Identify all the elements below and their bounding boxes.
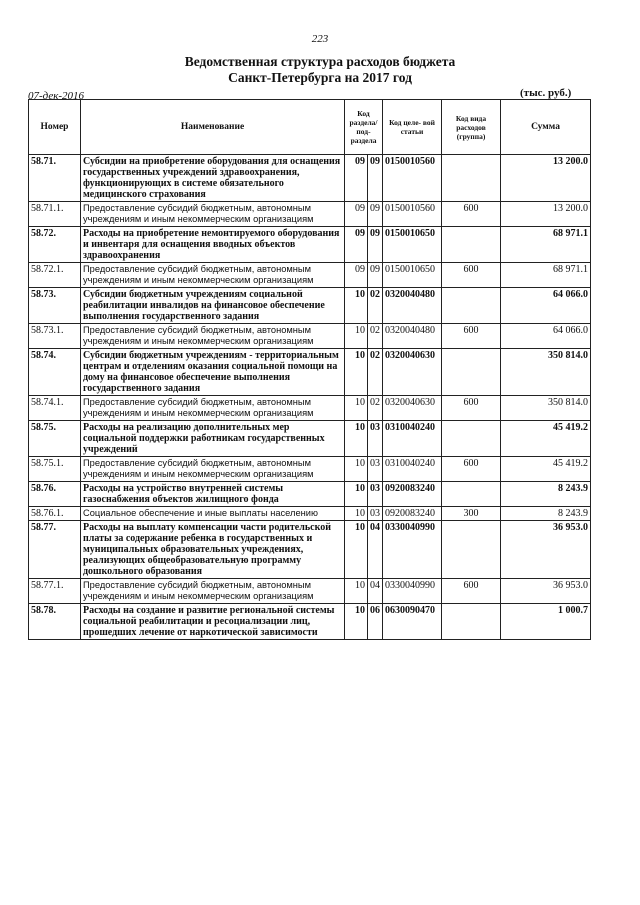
table-row-main <box>29 155 591 202</box>
row-subsection-code: 04 <box>368 579 383 604</box>
row-subsection-code: 09 <box>368 202 383 227</box>
row-target-code: 0150010560 <box>383 202 442 227</box>
document-title <box>0 54 640 86</box>
row-section-code: 10 <box>345 349 368 396</box>
page-number: 223 <box>311 33 329 45</box>
header-kind: Код вида расходов (группа) <box>442 100 501 155</box>
table-row-sub <box>29 202 591 227</box>
row-name: Расходы на приобретение немонтируемого оборудования и инвентаря для оснащения вводных объектов здравоохранения <box>81 227 345 263</box>
row-sum: 45 419.2 <box>501 457 591 482</box>
table-row-main <box>29 521 591 579</box>
row-number: 58.72. <box>29 227 81 263</box>
row-section-code: 10 <box>345 521 368 579</box>
table-row-sub <box>29 324 591 349</box>
row-expense-kind: 600 <box>442 396 501 421</box>
row-subsection-code: 09 <box>368 155 383 202</box>
row-section-code: 09 <box>345 263 368 288</box>
table-body <box>29 155 591 640</box>
row-name: Субсидии бюджетным учреждениям - территориальным центрам и отделениям оказания социальной помощи на дому на финансовое обеспечение выполнения государственного задания <box>81 349 345 396</box>
row-section-code: 09 <box>345 155 368 202</box>
table-row-sub <box>29 507 591 521</box>
row-section-code: 10 <box>345 482 368 507</box>
row-subsection-code: 04 <box>368 521 383 579</box>
row-section-code: 09 <box>345 227 368 263</box>
row-name: Предоставление субсидий бюджетным, автономным учреждениям и иным некоммерческим организациям <box>81 324 345 349</box>
row-expense-kind <box>442 521 501 579</box>
row-number: 58.78. <box>29 604 81 640</box>
row-expense-kind <box>442 604 501 640</box>
header-target: Код целе- вой статьи <box>383 100 442 155</box>
row-name: Предоставление субсидий бюджетным, автономным учреждениям и иным некоммерческим организациям <box>81 202 345 227</box>
row-subsection-code: 09 <box>368 227 383 263</box>
row-subsection-code: 03 <box>368 421 383 457</box>
row-expense-kind: 600 <box>442 324 501 349</box>
row-subsection-code: 09 <box>368 263 383 288</box>
row-target-code: 0320040630 <box>383 396 442 421</box>
row-number: 58.74.1. <box>29 396 81 421</box>
title-line-2: Санкт-Петербурга на 2017 год <box>228 70 412 85</box>
row-target-code: 0920083240 <box>383 482 442 507</box>
row-number: 58.75. <box>29 421 81 457</box>
row-expense-kind <box>442 349 501 396</box>
table-row-sub <box>29 457 591 482</box>
row-number: 58.77.1. <box>29 579 81 604</box>
row-section-code: 10 <box>345 457 368 482</box>
row-name: Социальное обеспечение и иные выплаты населению <box>81 507 345 521</box>
row-expense-kind: 600 <box>442 202 501 227</box>
row-expense-kind <box>442 421 501 457</box>
row-sum: 64 066.0 <box>501 324 591 349</box>
title-line-1: Ведомственная структура расходов бюджета <box>184 54 456 69</box>
row-name: Расходы на создание и развитие региональной системы социальной реабилитации и ресоциализации лиц, прошедших лечение от наркотической зависимости <box>81 604 345 640</box>
table-row-main <box>29 482 591 507</box>
row-name: Расходы на устройство внутренней системы газоснабжения объектов жилищного фонда <box>81 482 345 507</box>
row-sum: 8 243.9 <box>501 482 591 507</box>
row-subsection-code: 03 <box>368 507 383 521</box>
table-row-sub <box>29 579 591 604</box>
row-expense-kind: 300 <box>442 507 501 521</box>
row-sum: 350 814.0 <box>501 396 591 421</box>
row-name: Предоставление субсидий бюджетным, автономным учреждениям и иным некоммерческим организациям <box>81 579 345 604</box>
row-subsection-code: 02 <box>368 288 383 324</box>
row-number: 58.76. <box>29 482 81 507</box>
row-expense-kind <box>442 227 501 263</box>
row-name: Расходы на выплату компенсации части родительской платы за содержание ребенка в государственных и муниципальных образовательных учреждениях, реализующих общеобразовательную программу дошкольного образования <box>81 521 345 579</box>
row-number: 58.73. <box>29 288 81 324</box>
table-row-main <box>29 604 591 640</box>
row-number: 58.72.1. <box>29 263 81 288</box>
row-sum: 8 243.9 <box>501 507 591 521</box>
row-sum: 36 953.0 <box>501 521 591 579</box>
row-sum: 45 419.2 <box>501 421 591 457</box>
row-number: 58.76.1. <box>29 507 81 521</box>
table-row-main <box>29 288 591 324</box>
row-target-code: 0920083240 <box>383 507 442 521</box>
row-target-code: 0150010560 <box>383 155 442 202</box>
row-expense-kind <box>442 288 501 324</box>
row-target-code: 0330040990 <box>383 521 442 579</box>
row-number: 58.73.1. <box>29 324 81 349</box>
row-sum: 13 200.0 <box>501 155 591 202</box>
table-row-main <box>29 421 591 457</box>
table-row-sub <box>29 396 591 421</box>
row-name: Предоставление субсидий бюджетным, автономным учреждениям и иным некоммерческим организациям <box>81 396 345 421</box>
row-target-code: 0150010650 <box>383 227 442 263</box>
row-section-code: 10 <box>345 288 368 324</box>
row-section-code: 10 <box>345 579 368 604</box>
table-header-row <box>29 100 591 155</box>
row-subsection-code: 02 <box>368 324 383 349</box>
row-number: 58.71.1. <box>29 202 81 227</box>
row-subsection-code: 03 <box>368 482 383 507</box>
row-name: Субсидии бюджетным учреждениям социальной реабилитации инвалидов на финансовое обеспечение выполнения государственного задания <box>81 288 345 324</box>
row-target-code: 0320040630 <box>383 349 442 396</box>
row-subsection-code: 02 <box>368 396 383 421</box>
row-target-code: 0320040480 <box>383 324 442 349</box>
units-label: (тыс. руб.) <box>520 87 572 99</box>
row-sum: 350 814.0 <box>501 349 591 396</box>
row-section-code: 10 <box>345 421 368 457</box>
row-section-code: 10 <box>345 396 368 421</box>
row-section-code: 09 <box>345 202 368 227</box>
row-expense-kind <box>442 482 501 507</box>
row-section-code: 10 <box>345 507 368 521</box>
budget-table <box>28 99 591 640</box>
row-section-code: 10 <box>345 604 368 640</box>
header-number: Номер <box>29 100 81 155</box>
row-sum: 1 000.7 <box>501 604 591 640</box>
document-date: 07-дек-2016 <box>28 90 85 102</box>
row-number: 58.77. <box>29 521 81 579</box>
row-name: Предоставление субсидий бюджетным, автономным учреждениям и иным некоммерческим организациям <box>81 263 345 288</box>
row-sum: 36 953.0 <box>501 579 591 604</box>
row-number: 58.74. <box>29 349 81 396</box>
row-sum: 64 066.0 <box>501 288 591 324</box>
row-target-code: 0150010650 <box>383 263 442 288</box>
header-name: Наименование <box>81 100 345 155</box>
row-target-code: 0330040990 <box>383 579 442 604</box>
table-row-sub <box>29 263 591 288</box>
row-number: 58.75.1. <box>29 457 81 482</box>
row-subsection-code: 02 <box>368 349 383 396</box>
row-target-code: 0320040480 <box>383 288 442 324</box>
header-section: Код раздела/ под- раздела <box>345 100 383 155</box>
row-expense-kind <box>442 155 501 202</box>
row-sum: 13 200.0 <box>501 202 591 227</box>
row-section-code: 10 <box>345 324 368 349</box>
table-row-main <box>29 227 591 263</box>
row-sum: 68 971.1 <box>501 263 591 288</box>
row-expense-kind: 600 <box>442 263 501 288</box>
row-target-code: 0630090470 <box>383 604 442 640</box>
row-name: Расходы на реализацию дополнительных мер социальной поддержки работникам государственных учреждений <box>81 421 345 457</box>
row-subsection-code: 03 <box>368 457 383 482</box>
row-target-code: 0310040240 <box>383 457 442 482</box>
header-sum: Сумма <box>501 100 591 155</box>
row-sum: 68 971.1 <box>501 227 591 263</box>
row-subsection-code: 06 <box>368 604 383 640</box>
row-expense-kind: 600 <box>442 457 501 482</box>
row-number: 58.71. <box>29 155 81 202</box>
row-expense-kind: 600 <box>442 579 501 604</box>
row-target-code: 0310040240 <box>383 421 442 457</box>
row-name: Субсидии на приобретение оборудования для оснащения государственных учреждений здравоохранения, функционирующих в системе обязательного медицинского страхования <box>81 155 345 202</box>
table-row-main <box>29 349 591 396</box>
row-name: Предоставление субсидий бюджетным, автономным учреждениям и иным некоммерческим организациям <box>81 457 345 482</box>
